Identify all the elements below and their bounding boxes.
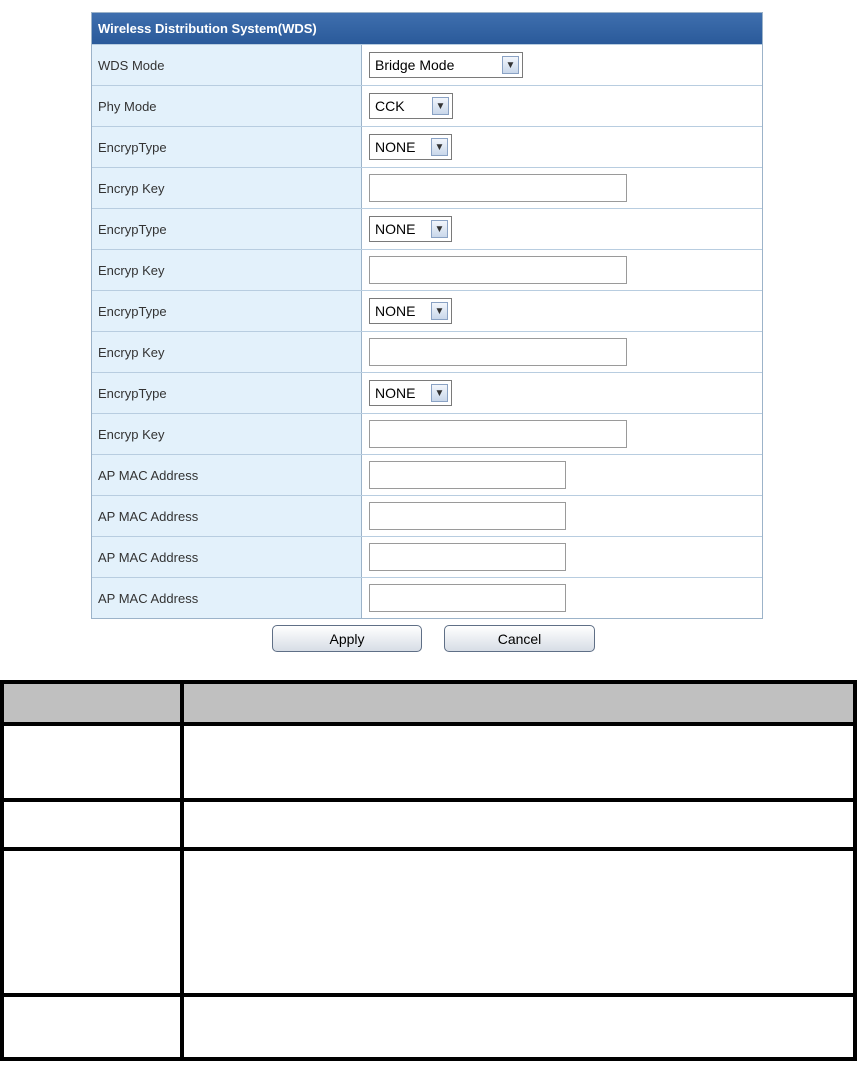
phy-mode-selected-value: CCK	[375, 98, 405, 114]
encryp-type-label: EncrypType	[92, 373, 362, 413]
encryp-type-row-3	[92, 290, 762, 331]
description-table	[0, 680, 857, 1061]
table-cell	[182, 849, 855, 995]
encryp-key-row-2	[92, 249, 762, 290]
encryp-type-selected-value: NONE	[375, 385, 416, 401]
chevron-down-icon[interactable]: ▼	[432, 97, 449, 115]
chevron-down-icon[interactable]: ▼	[431, 220, 448, 238]
table-cell	[2, 724, 182, 800]
ap-mac-input-3[interactable]	[369, 543, 566, 571]
table-header-cell	[182, 682, 855, 724]
apply-button[interactable]: Apply	[272, 625, 422, 652]
phy-mode-row	[92, 85, 762, 126]
ap-mac-row-3	[92, 536, 762, 577]
table-cell	[2, 800, 182, 849]
encryp-key-row-3	[92, 331, 762, 372]
ap-mac-row-1	[92, 454, 762, 495]
ap-mac-row-2	[92, 495, 762, 536]
chevron-down-icon[interactable]: ▼	[431, 138, 448, 156]
table-header-row	[2, 682, 855, 724]
encryp-type-row-1	[92, 126, 762, 167]
table-row	[2, 724, 855, 800]
encryp-type-row-2	[92, 208, 762, 249]
ap-mac-row-4	[92, 577, 762, 618]
wds-settings-panel	[91, 12, 763, 619]
chevron-down-icon[interactable]: ▼	[431, 302, 448, 320]
wds-mode-select[interactable]	[369, 52, 523, 78]
table-header-cell	[2, 682, 182, 724]
encryp-type-selected-value: NONE	[375, 139, 416, 155]
encryp-key-input-4[interactable]	[369, 420, 627, 448]
encryp-key-input-2[interactable]	[369, 256, 627, 284]
table-cell	[182, 724, 855, 800]
encryp-key-input-3[interactable]	[369, 338, 627, 366]
encryp-type-row-4	[92, 372, 762, 413]
encryp-type-select-1[interactable]	[369, 134, 452, 160]
ap-mac-label: AP MAC Address	[92, 537, 362, 577]
ap-mac-input-2[interactable]	[369, 502, 566, 530]
ap-mac-input-1[interactable]	[369, 461, 566, 489]
table-cell	[2, 995, 182, 1059]
ap-mac-input-4[interactable]	[369, 584, 566, 612]
encryp-type-label: EncrypType	[92, 209, 362, 249]
encryp-key-row-1	[92, 167, 762, 208]
encryp-type-select-3[interactable]	[369, 298, 452, 324]
chevron-down-icon[interactable]: ▼	[431, 384, 448, 402]
chevron-down-icon[interactable]: ▼	[502, 56, 519, 74]
encryp-type-select-2[interactable]	[369, 216, 452, 242]
table-cell	[182, 800, 855, 849]
wds-mode-selected-value: Bridge Mode	[375, 57, 455, 73]
encryp-type-select-4[interactable]	[369, 380, 452, 406]
encryp-type-label: EncrypType	[92, 291, 362, 331]
wds-mode-row	[92, 44, 762, 85]
encryp-type-selected-value: NONE	[375, 221, 416, 237]
table-cell	[2, 849, 182, 995]
table-cell	[182, 995, 855, 1059]
encryp-key-label: Encryp Key	[92, 332, 362, 372]
ap-mac-label: AP MAC Address	[92, 496, 362, 536]
table-row	[2, 800, 855, 849]
encryp-key-label: Encryp Key	[92, 168, 362, 208]
cancel-button[interactable]: Cancel	[444, 625, 595, 652]
encryp-type-label: EncrypType	[92, 127, 362, 167]
form-button-bar	[0, 625, 857, 653]
phy-mode-select[interactable]	[369, 93, 453, 119]
encryp-key-label: Encryp Key	[92, 250, 362, 290]
ap-mac-label: AP MAC Address	[92, 455, 362, 495]
table-row	[2, 849, 855, 995]
encryp-key-label: Encryp Key	[92, 414, 362, 454]
table-row	[2, 995, 855, 1059]
encryp-key-row-4	[92, 413, 762, 454]
wds-mode-label: WDS Mode	[92, 45, 362, 85]
encryp-type-selected-value: NONE	[375, 303, 416, 319]
phy-mode-label: Phy Mode	[92, 86, 362, 126]
encryp-key-input-1[interactable]	[369, 174, 627, 202]
panel-title: Wireless Distribution System(WDS)	[92, 13, 762, 44]
ap-mac-label: AP MAC Address	[92, 578, 362, 618]
